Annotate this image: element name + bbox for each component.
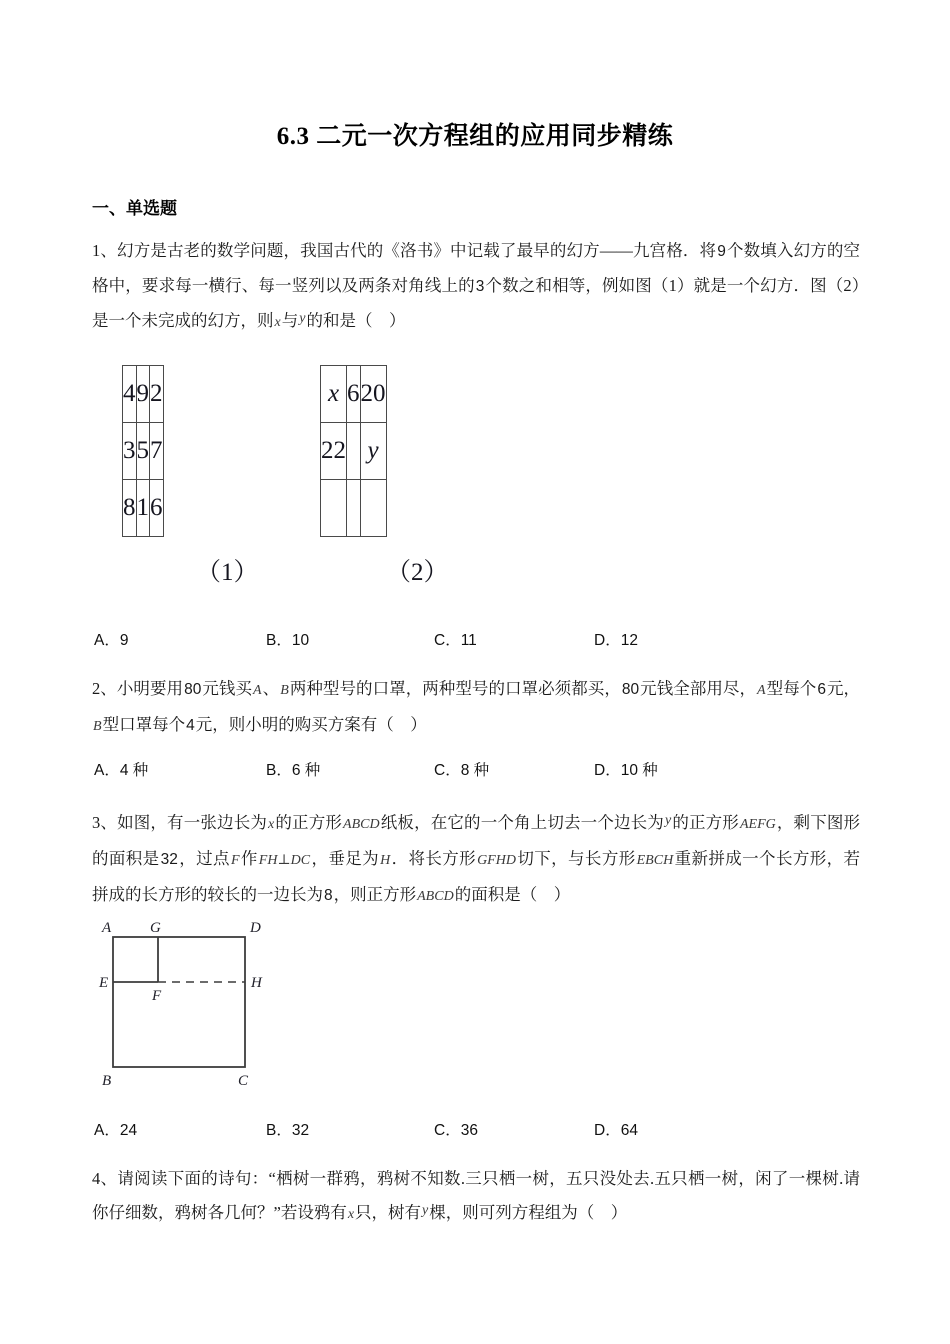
- q3-number: 3、: [92, 813, 118, 832]
- q1-text-4: 与: [281, 311, 299, 330]
- label-a: A: [102, 920, 112, 936]
- label-h: H: [251, 975, 262, 991]
- q4-text-1: 请阅读下面的诗句：“栖树一群鸦，鸦树不知数.三只栖一树，五只没处去.五只栖一树，闲了一棵树.请你仔细数，鸦树各几何？”若设鸦有: [92, 1169, 861, 1222]
- question-3: [92, 806, 860, 914]
- q3-var-abcd2: ABCD: [417, 889, 454, 904]
- question-3-options: [94, 1118, 862, 1144]
- q2-var-b: B: [280, 683, 289, 698]
- q3-text-3: 纸板，在它的一个角上切去一个边长为: [380, 813, 664, 832]
- cell-1-2: 7: [150, 423, 164, 480]
- q4-var-x: x: [347, 1207, 355, 1222]
- cell-1-0: 22: [321, 423, 347, 480]
- cell-0-0: 4: [123, 366, 137, 423]
- magic-square-2: [320, 365, 387, 537]
- q3-text-6: ，过点: [178, 849, 230, 868]
- figure-caption-1: （1）: [196, 559, 259, 586]
- q3-text-7: 作: [240, 849, 258, 868]
- label-c: C: [238, 1073, 249, 1089]
- q3-text-8: ，垂足为: [311, 849, 380, 868]
- option-c[interactable]: C．11: [434, 632, 477, 649]
- q2-num-80b: 80: [621, 681, 640, 698]
- q4-text-3: 棵，则可列方程组为（ ）: [429, 1203, 628, 1222]
- q3-text-1: 如图，有一张边长为: [117, 813, 268, 832]
- q3-var-h: H: [380, 853, 391, 868]
- q4-number: 4、: [92, 1169, 118, 1188]
- cell-0-1: 9: [136, 366, 150, 423]
- q2-text-9: 元，则小明的购买方案有（ ）: [195, 715, 427, 734]
- table-row: [123, 480, 164, 537]
- question-2-options: [94, 758, 862, 784]
- question-1: [92, 234, 860, 340]
- q4-text-2: 只，树有: [355, 1203, 422, 1222]
- q1-var-y: y: [299, 311, 306, 326]
- question-1-options: [94, 628, 862, 654]
- q3-text-11: 重新拼成一个长方形，若拼成的长方形的较长的一边长为: [92, 849, 861, 904]
- table-row: [321, 480, 387, 537]
- option-b[interactable]: B．10: [266, 632, 310, 649]
- q3-text-2: 的正方形: [275, 813, 343, 832]
- cell-2-0: [321, 480, 347, 537]
- q1-text-1: 幻方是古老的数学问题，我国古代的《洛书》中记载了最早的幻方——九宫格．将: [117, 241, 717, 260]
- cell-2-2: 6: [150, 480, 164, 537]
- cell-1-2: y: [360, 423, 386, 480]
- q3-text-13: 的面积是（ ）: [454, 885, 571, 904]
- q3-var-x: x: [268, 817, 275, 832]
- q2-num-6: 6: [817, 681, 826, 698]
- figure-caption-2: （2）: [386, 559, 449, 586]
- question-4: [92, 1162, 860, 1232]
- q3-var-ebch: EBCH: [636, 853, 674, 868]
- cell-1-1: 5: [136, 423, 150, 480]
- q2-text-7: 元，: [826, 679, 861, 698]
- q2-number: 2、: [92, 679, 117, 698]
- q2-var-b2: B: [93, 719, 102, 734]
- option-a[interactable]: A．24: [94, 1122, 138, 1139]
- q2-text-1: 小明要用: [116, 679, 184, 698]
- q1-var-x: x: [274, 315, 281, 330]
- table-row: [321, 366, 387, 423]
- square-abcd-outline: [113, 937, 245, 1067]
- option-c[interactable]: C．8 种: [434, 762, 490, 779]
- option-d[interactable]: D．64: [594, 1122, 638, 1139]
- q3-text-12: ，则正方形: [333, 885, 417, 904]
- q2-text-8: 型口罩每个: [102, 715, 186, 734]
- table-row: [321, 423, 387, 480]
- q4-var-y: y: [422, 1203, 429, 1218]
- cell-0-1: 6: [347, 366, 361, 423]
- q2-text-3: 、: [262, 679, 280, 698]
- cell-2-1: [347, 480, 361, 537]
- q3-text-9: ．将长方形: [391, 849, 477, 868]
- q3-text-5: ，剩下图形的面积是: [92, 813, 861, 868]
- cell-1-1: [347, 423, 361, 480]
- label-d: D: [250, 920, 261, 936]
- option-a[interactable]: A．9: [94, 632, 129, 649]
- q1-number: 1、: [92, 241, 118, 260]
- q1-num-9: 9: [717, 243, 726, 260]
- q3-var-abcd: ABCD: [343, 817, 380, 832]
- magic-square-1: [122, 365, 164, 537]
- cell-0-2: 2: [150, 366, 164, 423]
- q3-var-aefg: AEFG: [739, 817, 776, 832]
- option-a[interactable]: A．4 种: [94, 762, 149, 779]
- cell-2-2: [360, 480, 386, 537]
- q1-num-3: 3: [475, 278, 485, 295]
- label-g: G: [150, 920, 161, 936]
- q3-text-4: 的正方形: [672, 813, 739, 832]
- label-b: B: [102, 1073, 112, 1089]
- label-f: F: [152, 988, 162, 1004]
- option-b[interactable]: B．32: [266, 1122, 310, 1139]
- option-d[interactable]: D．10 种: [594, 762, 658, 779]
- question-2: [92, 672, 860, 744]
- option-c[interactable]: C．36: [434, 1122, 478, 1139]
- label-e: E: [99, 975, 109, 991]
- figure-geometry-square: [86, 918, 286, 1096]
- q1-text-2: 个数填入幻方的空格中，要求每一横行、每一竖列以及两条对角线上的: [92, 241, 861, 295]
- q3-var-gfhd: GFHD: [477, 853, 516, 868]
- cell-1-0: 3: [123, 423, 137, 480]
- q3-text-10: 切下，与长方形: [516, 849, 636, 868]
- q3-num-32: 32: [160, 851, 178, 868]
- q3-num-8: 8: [324, 887, 333, 904]
- q2-num-4: 4: [186, 717, 195, 734]
- cell-0-0: x: [321, 366, 347, 423]
- q2-num-80a: 80: [184, 681, 202, 698]
- q1-text-5: 的和是（ ）: [306, 311, 406, 330]
- cell-2-1: 1: [136, 480, 150, 537]
- q2-text-4: 两种型号的口罩，两种型号的口罩必须都买，: [289, 679, 621, 698]
- q2-text-2: 元钱买: [202, 679, 253, 698]
- q3-var-y: y: [664, 813, 672, 828]
- section-heading: 一、单选题: [92, 199, 177, 218]
- q3-var-f: F: [230, 853, 240, 868]
- table-row: [123, 423, 164, 480]
- cell-2-0: 8: [123, 480, 137, 537]
- q2-var-a: A: [253, 683, 262, 698]
- option-d[interactable]: D．12: [594, 632, 638, 649]
- q3-var-fhdc: FH⊥DC: [258, 853, 311, 868]
- page-title: 6.3 二元一次方程组的应用同步精练: [276, 123, 674, 150]
- table-row: [123, 366, 164, 423]
- q2-var-a2: A: [757, 683, 766, 698]
- q2-text-5: 元钱全部用尽，: [640, 679, 757, 698]
- q2-text-6: 型每个: [766, 679, 817, 698]
- q1-text-3: 个数之和相等，例如图（1）就是一个幻方．图（2）是一个未完成的幻方，则: [92, 276, 861, 330]
- cell-0-2: 20: [360, 366, 386, 423]
- option-b[interactable]: B．6 种: [266, 762, 321, 779]
